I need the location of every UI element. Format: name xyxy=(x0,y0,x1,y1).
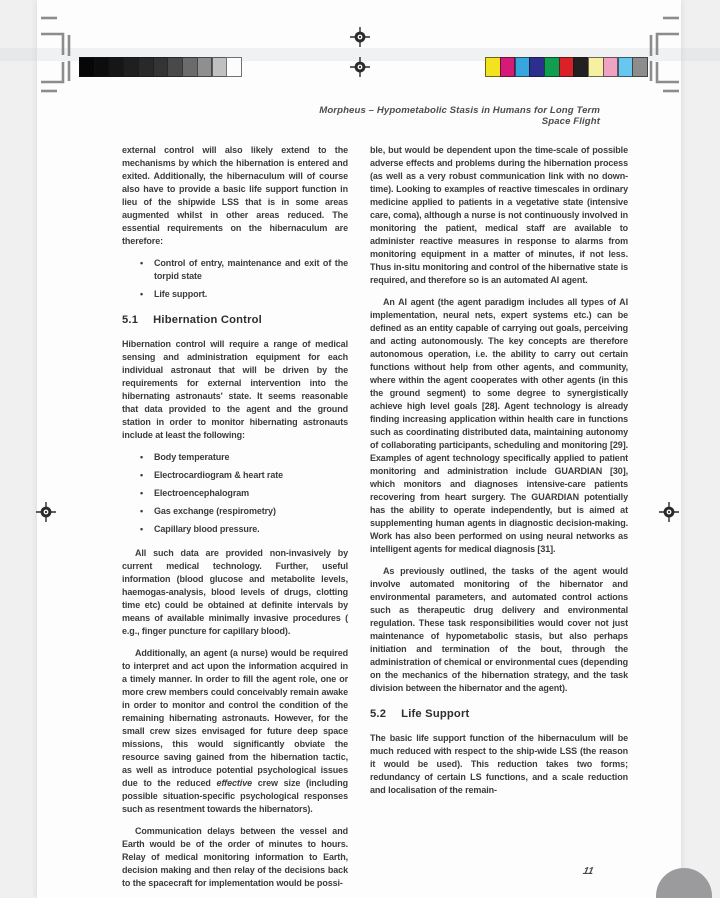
grayscale-swatch xyxy=(138,57,154,77)
bullet-icon: • xyxy=(140,289,144,299)
grayscale-calibration-bar xyxy=(80,57,242,77)
grayscale-swatch xyxy=(212,57,228,77)
bullet-list xyxy=(122,257,348,301)
paragraph: Additionally, an agent (a nurse) would be required to interpret and act upon the information acquired in a timely manner. In order to fill the agent role, one or more crew members could conceivably remain awake in order to monitor and control the condition of the remaining hibernating astronauts. However, for the small crew sizes envisaged for future deep space missions, this would significantly obviate the resource saving gained from the hibernation tactic, as well as introduce potential psychological issues due to the reduced effective crew size (including possible situation-specific psychological responses such as resentment towards the hibernators). xyxy=(122,648,348,814)
paragraph: ble, but would be dependent upon the time-scale of possible adverse effects and problems during the hibernation process (as well as a very robust communication link with no down-time). Looking to examples of reactive timescales in ordinary medicine applied to patients in a vegetative state (intensive care, coma), although a nurse is not continuously involved in monitoring the patient, medical staff are available to administer reactive measures in response to alarms from monitoring equipment in a matter of minutes, if not less. Thus in-situ monitoring and control of the hibernative state is required, and therefore so is an automated AI agent. xyxy=(370,145,628,285)
section-heading-5-1 xyxy=(122,314,348,327)
section-title: Life Support xyxy=(401,708,470,720)
color-swatch xyxy=(603,57,619,77)
registration-target-icon xyxy=(350,27,370,47)
paragraph: external control will also likely extend to the mechanisms by which the hibernation is entered and exited. Additionally, the hibernaculum will of course also have to provide a basic life support function in lieu of the shipwide LSS that is in some areas augmented whilst in other areas reduced. The essential requirements on the hibernaculum are therefore: xyxy=(122,145,348,246)
paragraph: All such data are provided non-invasively by current medical technology. Further, useful information (blood glucose and metabolite levels, haemogas-analysis, blood levels of drugs, clotting time etc) could be obtained at definite intervals by means of available minimally invasive procedures ( e.g., finger puncture for capillary blood). xyxy=(122,548,348,636)
bullet-icon: • xyxy=(140,488,144,498)
registration-target-icon xyxy=(659,502,679,522)
bullet-icon: • xyxy=(140,506,144,516)
list-item: • Electroencephalogram xyxy=(140,488,250,498)
paragraph: Communication delays between the vessel and Earth would be of the order of minutes to hours. Relay of medical monitoring information to Earth, decision making and then relay of the decisions back to the spacecraft for implementation would be possi- xyxy=(122,826,348,888)
grayscale-swatch xyxy=(226,57,242,77)
grayscale-swatch xyxy=(123,57,139,77)
paragraph: Hibernation control will require a range of medical sensing and administration equipment for each individual astronaut that will be driven by the requirements for external intervention into the hibernating astronauts' state. It seems reasonable that data provided to the agent and the ground station in order to monitor hibernating astronauts include at least the following: xyxy=(122,339,348,440)
list-item: • Electrocardiogram & heart rate xyxy=(140,470,284,480)
list-item: • Control of entry, maintenance and exit of the torpid state xyxy=(140,258,348,281)
color-swatch xyxy=(573,57,589,77)
registration-target-icon xyxy=(36,502,56,522)
bullet-list xyxy=(122,451,348,536)
left-text-column xyxy=(122,144,348,889)
section-title: Hibernation Control xyxy=(153,314,262,326)
crop-marks-right-icon xyxy=(642,12,682,94)
list-item: • Life support. xyxy=(140,289,208,299)
color-swatch xyxy=(588,57,604,77)
section-number: 5.2 xyxy=(370,708,387,720)
grayscale-swatch xyxy=(182,57,198,77)
paragraph: As previously outlined, the tasks of the agent would involve automated monitoring of the hibernator and environmental parameters, and automated control actions such as therapeutic drug delivery and environmental regulation. These task responsibilities would cover not just maintenance of hypometabolic stasis, but also perhaps initiation and termination of the bout, through the administration of chemical or environmental cues (depending on the mechanics of the hibernation strategy, and the task division between the hibernator and the agent). xyxy=(370,566,628,693)
color-swatch xyxy=(632,57,648,77)
grayscale-swatch xyxy=(153,57,169,77)
list-item: • Gas exchange (respirometry) xyxy=(140,506,276,516)
color-swatch xyxy=(500,57,516,77)
color-swatch xyxy=(529,57,545,77)
italic-word: effective xyxy=(216,778,253,788)
grayscale-swatch xyxy=(79,57,95,77)
paragraph: The basic life support function of the hibernaculum will be much reduced with respect to the ship-wide LSS (the reason it would be used). This reduction takes two forms; redundancy of certain LS functions, and a scale reduction and localisation of the remain- xyxy=(370,733,628,795)
grayscale-swatch xyxy=(94,57,110,77)
registration-target-icon xyxy=(350,57,370,77)
bullet-icon: • xyxy=(140,452,144,462)
section-number: 5.1 xyxy=(122,314,139,326)
running-header: Morpheus – Hypometabolic Stasis in Humans for Long Term Space Flight xyxy=(319,105,600,127)
color-swatch xyxy=(515,57,531,77)
grayscale-swatch xyxy=(197,57,213,77)
list-item: • Capillary blood pressure. xyxy=(140,524,260,534)
section-heading-5-2 xyxy=(370,708,628,721)
crop-marks-left-icon xyxy=(38,12,78,94)
right-text-column xyxy=(370,144,628,889)
color-calibration-bar xyxy=(486,57,648,77)
grayscale-swatch xyxy=(109,57,125,77)
bullet-icon: • xyxy=(140,258,144,268)
list-item: • Body temperature xyxy=(140,452,230,462)
color-swatch xyxy=(485,57,501,77)
bullet-icon: • xyxy=(140,470,144,480)
grayscale-swatch xyxy=(167,57,183,77)
color-swatch xyxy=(544,57,560,77)
bullet-icon: • xyxy=(140,524,144,534)
color-swatch xyxy=(618,57,634,77)
page-number: 11 xyxy=(581,866,595,877)
color-swatch xyxy=(559,57,575,77)
paragraph: An AI agent (the agent paradigm includes all types of AI implementation, neural nets, expert systems etc.) can be defined as an entity capable of carrying out goals, perceiving and acting autonomously. The key concepts are therefore autonomous operation, i.e. the ability to carry out certain functions without help from other agents, and community, where within the agent cooperates with other agents (in this the ground segment) to some degree to synergistically achieve high level goals [28]. Agent technology is already finding increasing application within health care in functions such as coordinating distributed data, maintaining autonomy of collaborating participants, scheduling and monitoring [29]. Examples of agent technology specifically applied to patient monitoring and administration include GUARDIAN [30], which monitors and diagnoses intensive-care patients recovering from heart surgery. The GUARDIAN potentially has the ability to operate independently, but is aimed at supplementing human agents in diagnostic decision-making. Work has also been performed on using neural networks as intelligent agents for medical diagnosis [31]. xyxy=(370,297,628,554)
